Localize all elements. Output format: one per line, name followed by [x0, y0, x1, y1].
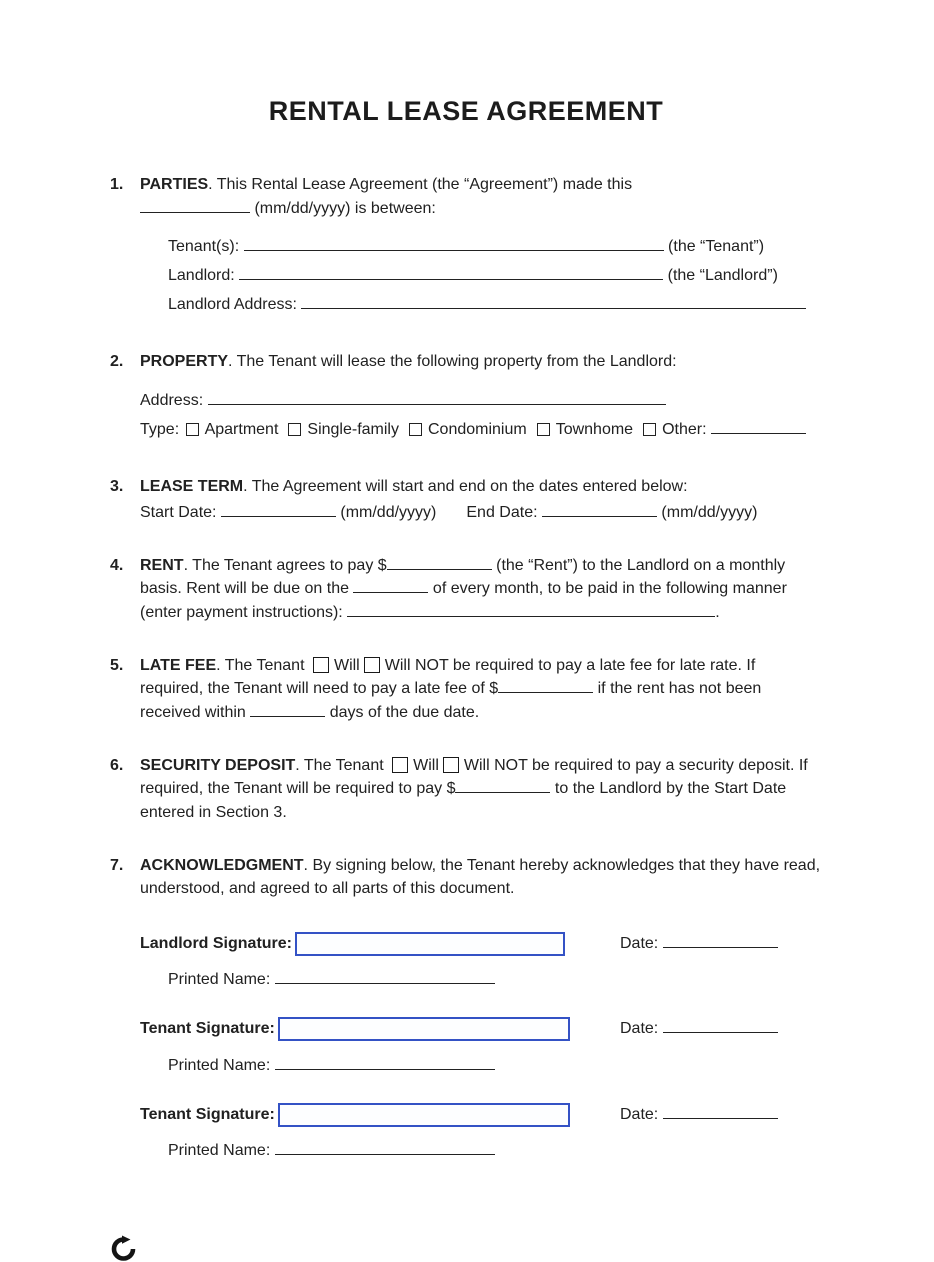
printed-name-label: Printed Name: [168, 1056, 275, 1074]
late-fee-amount-line [498, 680, 593, 693]
tenant-signature-group-2 [140, 1101, 822, 1163]
type-option-label: Single-family [307, 420, 399, 438]
landlord-address-label: Landlord Address: [168, 295, 302, 313]
printed-name-row [168, 968, 822, 992]
rent-text [140, 554, 822, 625]
security-sentence-2: be required to pay a security deposit. If required, the Tenant will be required to pay $ [140, 756, 808, 798]
footer-logo [110, 1235, 822, 1262]
section-number: 5. [110, 656, 124, 674]
section-heading: SECURITY DEPOSIT [140, 756, 296, 774]
rent-sentence-1: . The Tenant agrees to pay $ [183, 556, 387, 574]
printed-name-label: Printed Name: [168, 1142, 275, 1160]
tenant-suffix: (the “Tenant”) [663, 238, 765, 256]
landlord-signature-input[interactable] [295, 932, 565, 956]
property-address-row [140, 389, 822, 413]
late-fee-sentence-3: if the rent has not been received within [140, 680, 762, 722]
acknowledgment-sentence: . By signing below, the Tenant hereby acknowledges that they have read, understood, and agreed to all parts of this document. [140, 856, 821, 898]
section-heading: LATE FEE [140, 656, 217, 674]
security-deposit-text [140, 754, 822, 825]
rent-amount-line [387, 557, 492, 570]
end-date-line [542, 504, 657, 517]
date-line [663, 1106, 778, 1119]
parties-date-line [140, 197, 822, 221]
section-heading: PARTIES [140, 176, 209, 193]
landlord-row [168, 264, 822, 288]
type-option-other [641, 421, 806, 438]
printed-name-line [275, 1057, 495, 1070]
checkbox-icon [288, 423, 301, 436]
date-label: Date: [620, 1020, 663, 1038]
printed-name-label: Printed Name: [168, 971, 275, 989]
section-number: 1. [110, 176, 124, 193]
checkbox-icon [186, 423, 199, 436]
property-text [140, 350, 822, 374]
parties-sentence-2: (mm/dd/yyyy) is between: [250, 199, 436, 217]
tenant-signature-group-1 [140, 1016, 822, 1078]
other-type-line [711, 421, 806, 434]
date-group [620, 932, 778, 956]
tenant-name-line [244, 238, 664, 251]
date-group [620, 1103, 778, 1127]
section-acknowledgment [110, 854, 822, 901]
deposit-will-not-checkbox[interactable] [443, 757, 459, 773]
type-option-apartment [184, 421, 279, 438]
landlord-address-line [301, 296, 806, 309]
section-heading: PROPERTY [140, 353, 229, 371]
property-fields [140, 389, 822, 441]
type-option-label: Townhome [555, 420, 634, 438]
late-fee-sentence-4: days of the due date. [325, 704, 480, 722]
rent-sentence-2: (the “Rent”) to the Landlord on a monthly basis. Rent will be due on the [140, 556, 786, 598]
printed-name-line [275, 971, 495, 984]
signature-block [110, 930, 822, 1187]
lease-dates-row [140, 501, 822, 525]
late-fee-will-not-checkbox[interactable] [364, 657, 380, 673]
security-sentence-3: to the Landlord by the Start Date entered in Section 3. [140, 780, 787, 822]
lease-term-sentence: . The Agreement will start and end on the dates entered below: [243, 478, 688, 496]
other-label: Other: [662, 420, 711, 438]
section-heading: ACKNOWLEDGMENT [140, 856, 304, 874]
type-option-label: Condominium [427, 420, 527, 438]
landlord-suffix: (the “Landlord”) [663, 267, 778, 285]
agreement-date-line [140, 200, 250, 213]
section-rent [110, 554, 822, 625]
section-number-spacer [110, 930, 140, 1187]
parties-sentence: . This Rental Lease Agreement (the “Agreement”) made this [208, 176, 633, 193]
tenant-signature-row [140, 1101, 822, 1128]
type-option-condominium [407, 421, 527, 438]
type-option-label: Apartment [204, 420, 279, 438]
checkbox-icon [643, 423, 656, 436]
section-heading: RENT [140, 556, 184, 574]
rent-sentence-3: of every month, to be paid in the following manner (enter payment instructions): [140, 580, 787, 622]
circular-arrow-icon [110, 1235, 137, 1262]
tenant-signature-row [140, 1016, 822, 1043]
section-number: 6. [110, 756, 124, 774]
section-number: 3. [110, 478, 124, 496]
parties-text [140, 173, 822, 197]
type-option-townhome [535, 421, 633, 438]
section-number: 4. [110, 556, 124, 574]
end-date-label: End Date: [466, 504, 542, 522]
section-heading: LEASE TERM [140, 478, 244, 496]
rent-due-day-line [353, 580, 428, 593]
tenant-signature-label: Tenant Signature: [140, 1020, 275, 1038]
will-label: Will [333, 656, 360, 674]
late-fee-days-line [250, 704, 325, 717]
date-label: Date: [620, 934, 663, 952]
landlord-address-row [168, 293, 822, 317]
lease-term-text [140, 475, 822, 499]
start-date-label: Start Date: [140, 504, 221, 522]
type-option-single-family [286, 421, 399, 438]
parties-fields [168, 235, 822, 316]
section-late-fee [110, 654, 822, 725]
deposit-amount-line [455, 780, 550, 793]
payment-instructions-line [347, 604, 715, 617]
date-line [663, 1020, 778, 1033]
section-number: 7. [110, 856, 124, 874]
printed-name-row [168, 1139, 822, 1163]
section-parties [110, 173, 822, 321]
late-fee-text [140, 654, 822, 725]
property-address-label: Address: [140, 392, 208, 410]
acknowledgment-text [140, 854, 822, 901]
property-type-label: Type: [140, 420, 184, 438]
property-address-line [208, 392, 666, 405]
end-date-group [466, 504, 757, 521]
section-lease-term [110, 475, 822, 524]
checkbox-icon [537, 423, 550, 436]
document-title: RENTAL LEASE AGREEMENT [268, 96, 664, 126]
tenant-label: Tenant(s): [168, 238, 244, 256]
landlord-label: Landlord: [168, 267, 240, 285]
landlord-name-line [239, 267, 663, 280]
tenant-signature-input-2[interactable] [278, 1103, 570, 1127]
start-date-format: (mm/dd/yyyy) [335, 504, 437, 522]
tenant-signature-input-1[interactable] [278, 1017, 570, 1041]
property-type-row [140, 418, 822, 442]
end-date-format: (mm/dd/yyyy) [656, 504, 758, 522]
will-not-label: Will NOT [384, 656, 449, 674]
date-label: Date: [620, 1106, 663, 1124]
late-fee-sentence-1: . The Tenant [216, 656, 309, 674]
printed-name-row [168, 1054, 822, 1078]
date-group [620, 1017, 778, 1041]
deposit-will-checkbox[interactable] [392, 757, 408, 773]
section-number: 2. [110, 353, 124, 371]
tenant-signature-label: Tenant Signature: [140, 1106, 275, 1124]
will-not-label: Will NOT [463, 756, 528, 774]
late-fee-sentence-2: be required to pay a late fee for late rate. If required, the Tenant will need to pay a late fee of $ [140, 656, 756, 698]
printed-name-line [275, 1142, 495, 1155]
date-line [663, 935, 778, 948]
security-sentence-1: . The Tenant [295, 756, 389, 774]
start-date-line [221, 504, 336, 517]
rent-sentence-4: . [715, 604, 720, 622]
checkbox-icon [409, 423, 422, 436]
late-fee-will-checkbox[interactable] [313, 657, 329, 673]
landlord-signature-row [140, 930, 822, 957]
tenant-row [168, 235, 822, 259]
section-property [110, 350, 822, 446]
landlord-signature-label: Landlord Signature: [140, 934, 292, 952]
property-sentence: . The Tenant will lease the following property from the Landlord: [228, 353, 677, 371]
landlord-signature-group [140, 930, 822, 992]
section-security-deposit [110, 754, 822, 825]
will-label: Will [413, 756, 439, 774]
